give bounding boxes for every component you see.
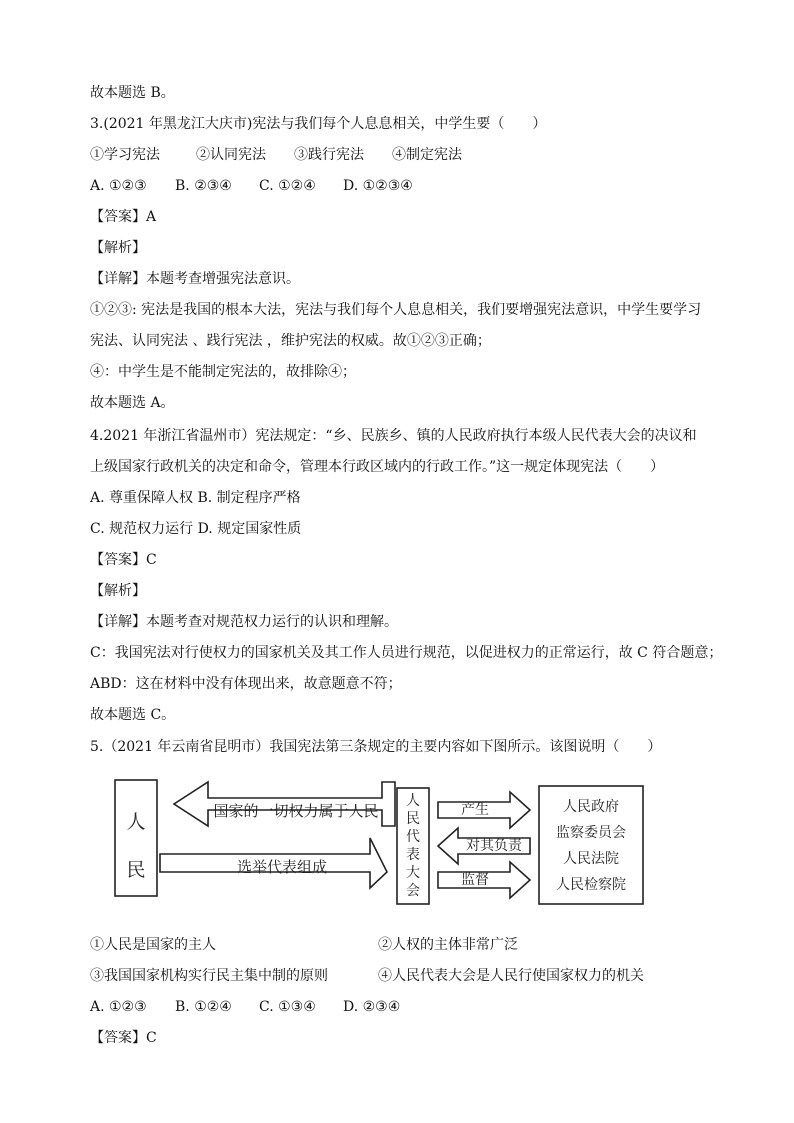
organ-court: 人民法院 bbox=[563, 851, 619, 867]
supervise-label: 监督 bbox=[461, 872, 489, 888]
q4-detail-heading: 【详解】本题考查对规范权力运行的认识和理解。 bbox=[90, 614, 398, 630]
q3-stem: 3.(2021 年黑龙江大庆市)宪法与我们每个人息息相关，中学生要（ ） bbox=[90, 116, 547, 132]
state-organs-list bbox=[541, 794, 641, 898]
arrow-bottom-label: 选举代表组成 bbox=[236, 858, 327, 876]
q3-analysis-heading: 【解析】 bbox=[90, 240, 146, 256]
q5-choice-b: B. ①②④ bbox=[175, 999, 232, 1015]
q3-detail-heading: 【详解】本题考查增强宪法意识。 bbox=[90, 271, 300, 287]
q3-choice-c: C. ①②④ bbox=[259, 178, 316, 194]
q3-choice-a: A. ①②③ bbox=[90, 178, 147, 194]
npc-label: 人 民 代 表 大 会 bbox=[406, 793, 420, 899]
q3-choice-b: B. ②③④ bbox=[175, 178, 232, 194]
q4-detail-line-2: ABD：这在材料中没有体现出来，故意题意不符； bbox=[90, 676, 402, 692]
q3-conclusion: 故本题选 A。 bbox=[90, 395, 175, 411]
q3-detail-line-1: ①②③: 宪法是我国的根本大法，宪法与我们每个人息息相关，我们要增强宪法意识，中学生要学习 bbox=[90, 302, 702, 318]
q3-detail-line-3: ④：中学生是不能制定宪法的，故排除④； bbox=[90, 364, 356, 380]
q3-choices bbox=[90, 177, 413, 195]
q3-item-2: ②认同宪法 bbox=[196, 147, 266, 163]
q5-item-1: ①人民是国家的主人 bbox=[90, 937, 216, 953]
q3-detail-line-2: 宪法、认同宪法 、践行宪法 ，维护宪法的权威。故①②③正确； bbox=[90, 333, 491, 349]
q5-item-4: ④人民代表大会是人民行使国家权力的机关 bbox=[378, 968, 644, 984]
q2-conclusion: 故本题选 B。 bbox=[90, 85, 175, 101]
q3-item-1: ①学习宪法 bbox=[90, 147, 160, 163]
q4-analysis-heading: 【解析】 bbox=[90, 583, 146, 599]
responsible-label: 对其负责 bbox=[466, 838, 522, 854]
q5-item-3: ③我国国家机构实行民主集中制的原则 bbox=[90, 968, 328, 984]
q3-items bbox=[90, 146, 462, 164]
q5-stem: 5.（2021 年云南省昆明市）我国宪法第三条规定的主要内容如下图所示。该图说明（ ） bbox=[90, 739, 662, 755]
q4-stem-line-2: 上级国家行政机关的决定和命令，管理本行政区域内的行政工作。”这一规定体现宪法（ ） bbox=[90, 459, 665, 475]
organ-government: 人民政府 bbox=[563, 799, 619, 815]
q3-item-4: ④制定宪法 bbox=[392, 147, 462, 163]
q5-answer: 【答案】C bbox=[90, 1030, 157, 1046]
constitution-article-3-diagram bbox=[112, 768, 647, 910]
q4-conclusion: 故本题选 C。 bbox=[90, 707, 176, 723]
q3-item-3: ③践行宪法 bbox=[294, 147, 364, 163]
organ-procuratorate: 人民检察院 bbox=[556, 877, 626, 893]
q4-stem-line-1: 4.2021 年浙江省温州市）宪法规定：“乡、民族乡、镇的人民政府执行本级人民代表大会的决议和 bbox=[90, 428, 697, 444]
arrow-top-label: 国家的一切权力属于人民 bbox=[213, 802, 379, 820]
q5-choice-c: C. ①③④ bbox=[259, 999, 316, 1015]
people-label: 人 民 bbox=[126, 811, 146, 881]
q4-detail-line-1: C：我国宪法对行使权力的国家机关及其工作人员进行规范，以促进权力的正常运行，故 C 符合题意； bbox=[90, 645, 723, 661]
q3-choice-d: D. ①②③④ bbox=[343, 178, 413, 194]
q5-choice-a: A. ①②③ bbox=[90, 999, 147, 1015]
q5-choices bbox=[90, 998, 400, 1016]
q5-choice-d: D. ②③④ bbox=[343, 999, 401, 1015]
organ-supervision-commission: 监察委员会 bbox=[556, 825, 626, 841]
q4-choices-cd: C. 规范权力运行 D. 规定国家性质 bbox=[90, 521, 302, 537]
q5-item-2: ②人权的主体非常广泛 bbox=[378, 937, 518, 953]
produce-label: 产生 bbox=[461, 802, 489, 818]
q4-answer: 【答案】C bbox=[90, 552, 157, 568]
q3-answer: 【答案】A bbox=[90, 209, 157, 225]
q4-choices-ab: A. 尊重保障人权 B. 制定程序严格 bbox=[90, 490, 301, 506]
